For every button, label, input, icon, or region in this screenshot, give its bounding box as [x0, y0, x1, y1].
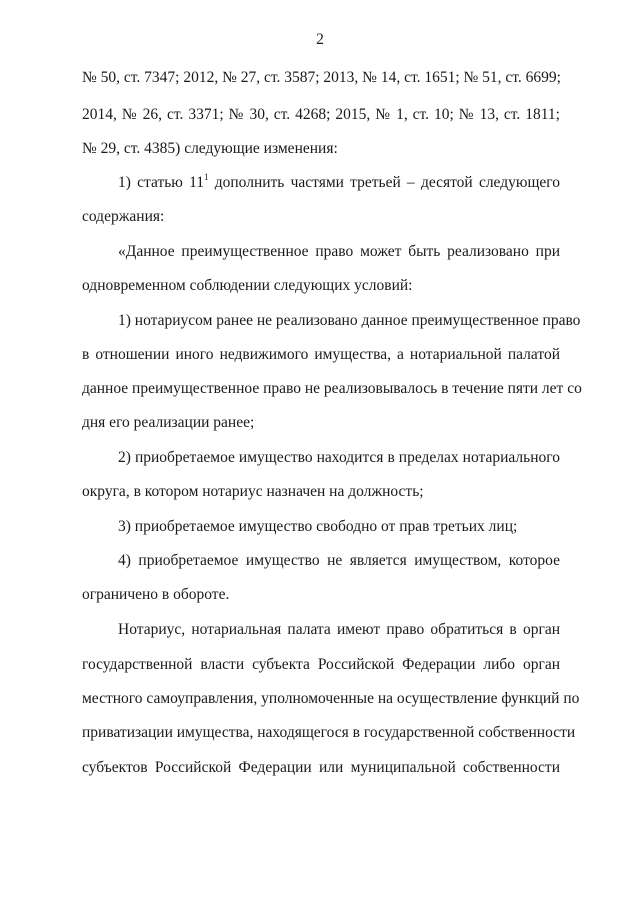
condition-1-line-4: дня его реализации ранее; — [82, 414, 255, 431]
paragraph-line-4: приватизации имущества, находящегося в государственной собственности — [82, 724, 576, 741]
text-line-7: одновременном соблюдении следующих условий: — [82, 277, 413, 294]
condition-4-line-1: 4) приобретаемое имущество не является имуществом, которое — [118, 552, 560, 569]
article-ref: 1) статью 11 — [118, 174, 205, 191]
article-ref-superscript: 1 — [204, 172, 209, 182]
paragraph-line-1: Нотариус, нотариальная палата имеют право обратиться в орган — [118, 621, 560, 638]
condition-2-line-1: 2) приобретаемое имущество находится в пределах нотариального — [118, 449, 560, 466]
paragraph-line-3: местного самоуправления, уполномоченные на осуществление функций по — [82, 690, 580, 707]
condition-4-line-2: ограничено в обороте. — [82, 586, 230, 603]
condition-2-line-2: округа, в котором нотариус назначен на должность; — [82, 483, 424, 500]
amendment-item-1-text: дополнить частями третьей – десятой следующего — [214, 174, 560, 191]
text-line-5: содержания: — [82, 208, 165, 225]
condition-1-line-1: 1) нотариусом ранее не реализовано данное преимущественное право — [118, 312, 581, 329]
text-line-1: № 50, ст. 7347; 2012, № 27, ст. 3587; 2013, № 14, ст. 1651; № 51, ст. 6699; — [82, 69, 561, 86]
paragraph-line-2: государственной власти субъекта Российской Федерации либо орган — [82, 656, 560, 673]
text-line-2: 2014, № 26, ст. 3371; № 30, ст. 4268; 2015, № 1, ст. 10; № 13, ст. 1811; — [82, 106, 560, 123]
condition-1-line-2: в отношении иного недвижимого имущества, а нотариальной палатой — [82, 346, 560, 363]
page-number: 2 — [316, 31, 324, 48]
paragraph-line-5: субъектов Российской Федерации или муниципальной собственности — [82, 759, 560, 776]
text-line-3: № 29, ст. 4385) следующие изменения: — [82, 140, 338, 157]
text-line-6: «Данное преимущественное право может быть реализовано при — [118, 243, 560, 260]
amendment-item-1 — [118, 173, 560, 192]
condition-3: 3) приобретаемое имущество свободно от прав третьих лиц; — [118, 518, 518, 535]
condition-1-line-3: данное преимущественное право не реализовывалось в течение пяти лет со — [82, 380, 582, 397]
